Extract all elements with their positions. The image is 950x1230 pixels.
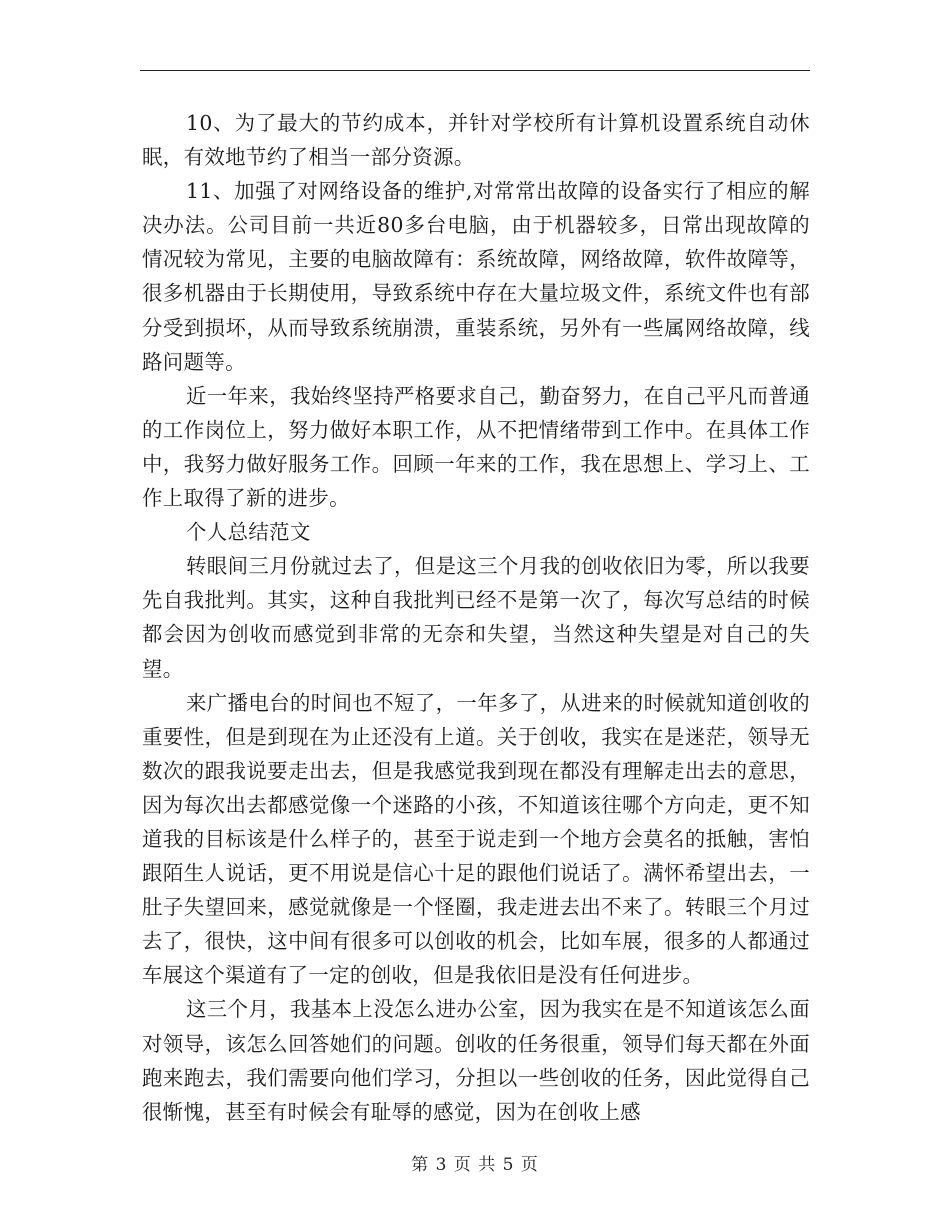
paragraph-intro: 转眼间三月份就过去了，但是这三个月我的创收依旧为零，所以我要先自我批判。其实，这种自我批判已经不是第一次了，每次写总结的时候都会因为创收而感觉到非常的无奈和失望，当然这种失望是对自己的失望。 xyxy=(142,554,810,681)
paragraph-item-11: 11、加强了对网络设备的维护,对常常出故障的设备实行了相应的解决办法。公司目前一共近80多台电脑，由于机器较多，日常出现故障的情况较为常见，主要的电脑故障有：系统故障，网络故障，软件故障等，很多机器由于长期使用，导致系统中存在大量垃圾文件，系统文件也有部分受到损坏，从而导致系统崩溃，重装系统，另外有一些属网络故障，线路问题等。 xyxy=(142,179,810,374)
paragraph-yearly-review: 近一年来，我始终坚持严格要求自己，勤奋努力，在自己平凡而普通的工作岗位上，努力做好本职工作，从不把情绪带到工作中。在具体工作中，我努力做好服务工作。回顾一年来的工作，我在思想上、学习上、工作上取得了新的进步。 xyxy=(142,383,810,511)
header-rule xyxy=(140,70,810,71)
page-number-footer: 第 3 页 共 5 页 xyxy=(411,1155,539,1175)
document-body xyxy=(142,106,810,1129)
paragraph-three-months: 这三个月，我基本上没怎么进办公室，因为我实在是不知道该怎么面对领导，该怎么回答她们的问题。创收的任务很重，领导们每天都在外面跑来跑去，我们需要向他们学习，分担以一些创收的任务，因此觉得自己很惭愧，甚至有时候会有耻辱的感觉，因为在创收上感 xyxy=(142,997,810,1124)
paragraph-radio-station: 来广播电台的时间也不短了，一年多了，从进来的时候就知道创收的重要性，但是到现在为止还没有上道。关于创收，我实在是迷茫，领导无数次的跟我说要走出去，但是我感觉我到现在都没有理解走出去的意思，因为每次出去都感觉像一个迷路的小孩，不知道该往哪个方向走，更不知道我的目标该是什么样子的，甚至于说走到一个地方会莫名的抵触，害怕跟陌生人说话，更不用说是信心十足的跟他们说话了。满怀希望出去，一肚子失望回来，感觉就像是一个怪圈，我走进去出不来了。转眼三个月过去了，很快，这中间有很多可以创收的机会，比如车展，很多的人都通过车展这个渠道有了一定的创收，但是我依旧是没有任何进步。 xyxy=(142,690,810,988)
paragraph-item-10: 10、为了最大的节约成本，并针对学校所有计算机设置系统自动休眠，有效地节约了相当一部分资源。 xyxy=(142,111,810,170)
section-heading: 个人总结范文 xyxy=(186,520,311,545)
